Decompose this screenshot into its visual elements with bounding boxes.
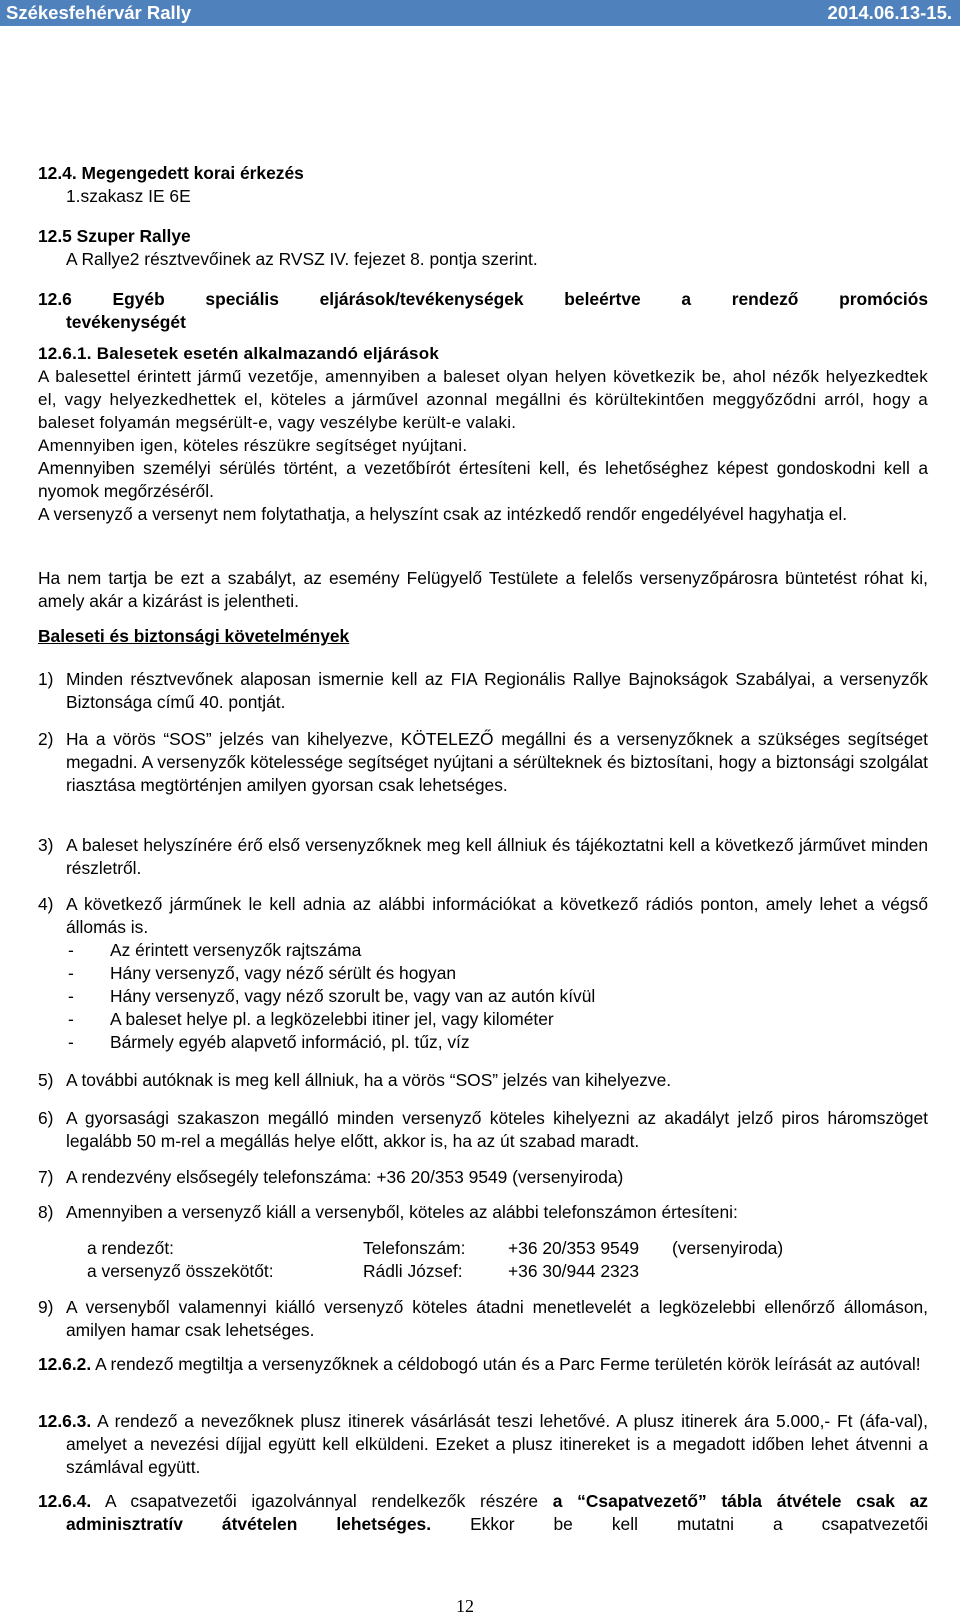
contact-table (38, 1237, 928, 1283)
contact-label: Rádli József: (363, 1261, 463, 1281)
page-number: 12 (456, 1596, 474, 1616)
list-item (38, 834, 928, 880)
list-item (38, 1166, 928, 1189)
list-item-text: A versenyből valamennyi kiálló versenyző köteles átadni menetlevelét a legközelebbi ellenőrző állomáson, amilyen hamar csak lehetséges. (66, 1297, 928, 1340)
list-item-number: 6) (38, 1108, 54, 1128)
section-12-4 (38, 162, 928, 208)
section-text-continued: Ekkor be kell mutatni a csapatvezetői (470, 1514, 928, 1534)
section-12-5-text: A Rallye2 résztvevőinek az RVSZ IV. fejezet 8. pontja szerint. (66, 249, 538, 269)
list-item-number: 4) (38, 894, 54, 914)
section-12-6-title-line1: 12.6 Egyéb speciális eljárások/tevékenységek beleértve a rendező promóciós (38, 289, 928, 309)
paragraph-3: Amennyiben személyi sérülés történt, a vezetőbírót értesíteni kell, és lehetőséghez képest gondoskodni kell a nyomok megőrzéséről. (38, 458, 928, 501)
contact-note: (versenyiroda) (672, 1238, 784, 1258)
list-item (38, 668, 928, 714)
list-item-number: 7) (38, 1167, 54, 1187)
header-date: 2014.06.13-15. (827, 2, 952, 23)
contact-label: Telefonszám: (363, 1238, 466, 1258)
list-item-number: 3) (38, 835, 54, 855)
contact-phone: +36 20/353 9549 (508, 1238, 640, 1258)
list-item-number: 9) (38, 1297, 54, 1317)
safety-heading: Baleseti és biztonsági követelmények (38, 626, 350, 646)
list-item-text: A baleset helyszínére érő első versenyzőknek meg kell állniuk és tájékoztatni kell a következő járművet minden részletről. (66, 835, 928, 878)
contact-phone: +36 30/944 2323 (508, 1261, 640, 1281)
list-item-text: Amennyiben a versenyző kiáll a versenyből, köteles az alábbi telefonszámon értesíteni: (66, 1202, 738, 1222)
contact-row (38, 1260, 928, 1283)
paragraph-5: Ha nem tartja be ezt a szabályt, az esemény Felügyelő Testülete a felelős versenyzőpárosra büntetést róhat ki, amely akár a kizárást is jelentheti. (38, 568, 928, 611)
list-item-text: Minden résztvevőnek alaposan ismernie kell az FIA Regionális Rallye Bajnokságok Szabályai, a versenyzők Biztonsága című 40. pontját. (66, 669, 928, 712)
list-item-text: A gyorsasági szakaszon megálló minden versenyző köteles kihelyezni az akadályt jelző piros háromszöget legalább 50 m-rel a megállás helye előtt, akkor is, ha az út szabad maradt. (66, 1108, 928, 1151)
list-item-number: 8) (38, 1202, 54, 1222)
section-text: A rendező megtiltja a versenyzőknek a céldobogó után és a Parc Ferme területén körök leírását az autóval! (95, 1354, 921, 1374)
bullet-list (38, 939, 928, 1054)
paragraph-1: A balesettel érintett jármű vezetője, amennyiben a baleset olyan helyen következik be, ahol nézők helyezkedtek el, vagy helyezkedhettek el, köteles a járművel azonnal megállni és körültekintően meggyőződni arról, hogy a baleset folyamán megsérült-e, vagy veszélybe került-e valaki. (38, 367, 928, 432)
section-number: 12.6.2. (38, 1354, 92, 1374)
header-title: Székesfehérvár Rally (6, 2, 192, 23)
section-text-bold: a “Csapatvezető” tábla átvétele csak az adminisztratív átvételen lehetséges. (66, 1491, 928, 1534)
list-item-text: A következő járműnek le kell adnia az alábbi információkat a következő rádiós ponton, amely lehet a végső állomás is. (66, 894, 928, 937)
bullet-item: - Az érintett versenyzők rajtszáma (68, 940, 362, 960)
list-item-number: 5) (38, 1070, 54, 1090)
bullet-item: - A baleset helye pl. a legközelebbi itiner jel, vagy kilométer (68, 1009, 554, 1029)
section-12-6-1 (38, 342, 928, 526)
list-item (38, 893, 928, 939)
list-item (38, 1296, 928, 1342)
section-12-6-title (38, 288, 928, 334)
contact-row (38, 1237, 928, 1260)
list-item-number: 1) (38, 669, 54, 689)
list-item (38, 1107, 928, 1153)
list-item-text: A rendezvény elsősegély telefonszáma: +36 20/353 9549 (versenyiroda) (66, 1167, 624, 1187)
section-text: A rendező a nevezőknek plusz itinerek vásárlását teszi lehetővé. A plusz itinerek ára 5.000,- Ft (áfa-val), amelyet a nevezési díjjal együtt kell elküldeni. Ezeket a plusz itinereket is a megadott időben lehet átvenni a számlával együtt. (66, 1411, 928, 1477)
list-item (38, 1201, 928, 1224)
list-item-text: Ha a vörös “SOS” jelzés van kihelyezve, KÖTELEZŐ megállni és a versenyzőknek a szükséges segítséget megadni. A versenyzők kötelessége segítséget nyújtani a sérülteknek és biztosítani, hogy a biztonsági szolgálat riasztása megtörténjen amilyen gyorsan csak lehetséges. (66, 729, 928, 795)
list-item (38, 728, 928, 797)
list-item (38, 1069, 928, 1092)
section-12-6-title-line2: tevékenységét (66, 312, 186, 332)
bullet-item: - Bármely egyéb alapvető információ, pl. tűz, víz (68, 1032, 470, 1052)
section-12-6-3 (38, 1410, 928, 1479)
section-12-6-2 (38, 1353, 928, 1376)
contact-who: a versenyző összekötőt: (87, 1261, 274, 1281)
bullet-item: - Hány versenyző, vagy néző szorult be, vagy van az autón kívül (68, 986, 596, 1006)
section-12-4-title: 12.4. Megengedett korai érkezés (38, 163, 304, 183)
section-12-6-1-title: 12.6.1. Balesetek esetén alkalmazandó eljárások (38, 344, 440, 363)
paragraph-2: Amennyiben igen, köteles részükre segítséget nyújtani. (38, 436, 468, 455)
section-text: A csapatvezetői igazolvánnyal rendelkezők részére (104, 1491, 539, 1511)
contact-who: a rendezőt: (87, 1238, 175, 1258)
section-12-4-text: 1.szakasz IE 6E (66, 186, 191, 206)
section-12-5 (38, 225, 928, 271)
bullet-item: - Hány versenyző, vagy néző sérült és hogyan (68, 963, 457, 983)
page-header (0, 0, 960, 26)
section-number: 12.6.4. (38, 1491, 92, 1511)
list-item-text: A további autóknak is meg kell állniuk, ha a vörös “SOS” jelzés van kihelyezve. (66, 1070, 672, 1090)
section-number: 12.6.3. (38, 1411, 92, 1431)
section-12-6-4 (38, 1490, 928, 1536)
list-item-number: 2) (38, 729, 54, 749)
paragraph-4: A versenyző a versenyt nem folytathatja, a helyszínt csak az intézkedő rendőr engedélyével hagyhatja el. (38, 504, 848, 524)
section-12-5-title: 12.5 Szuper Rallye (38, 226, 191, 246)
